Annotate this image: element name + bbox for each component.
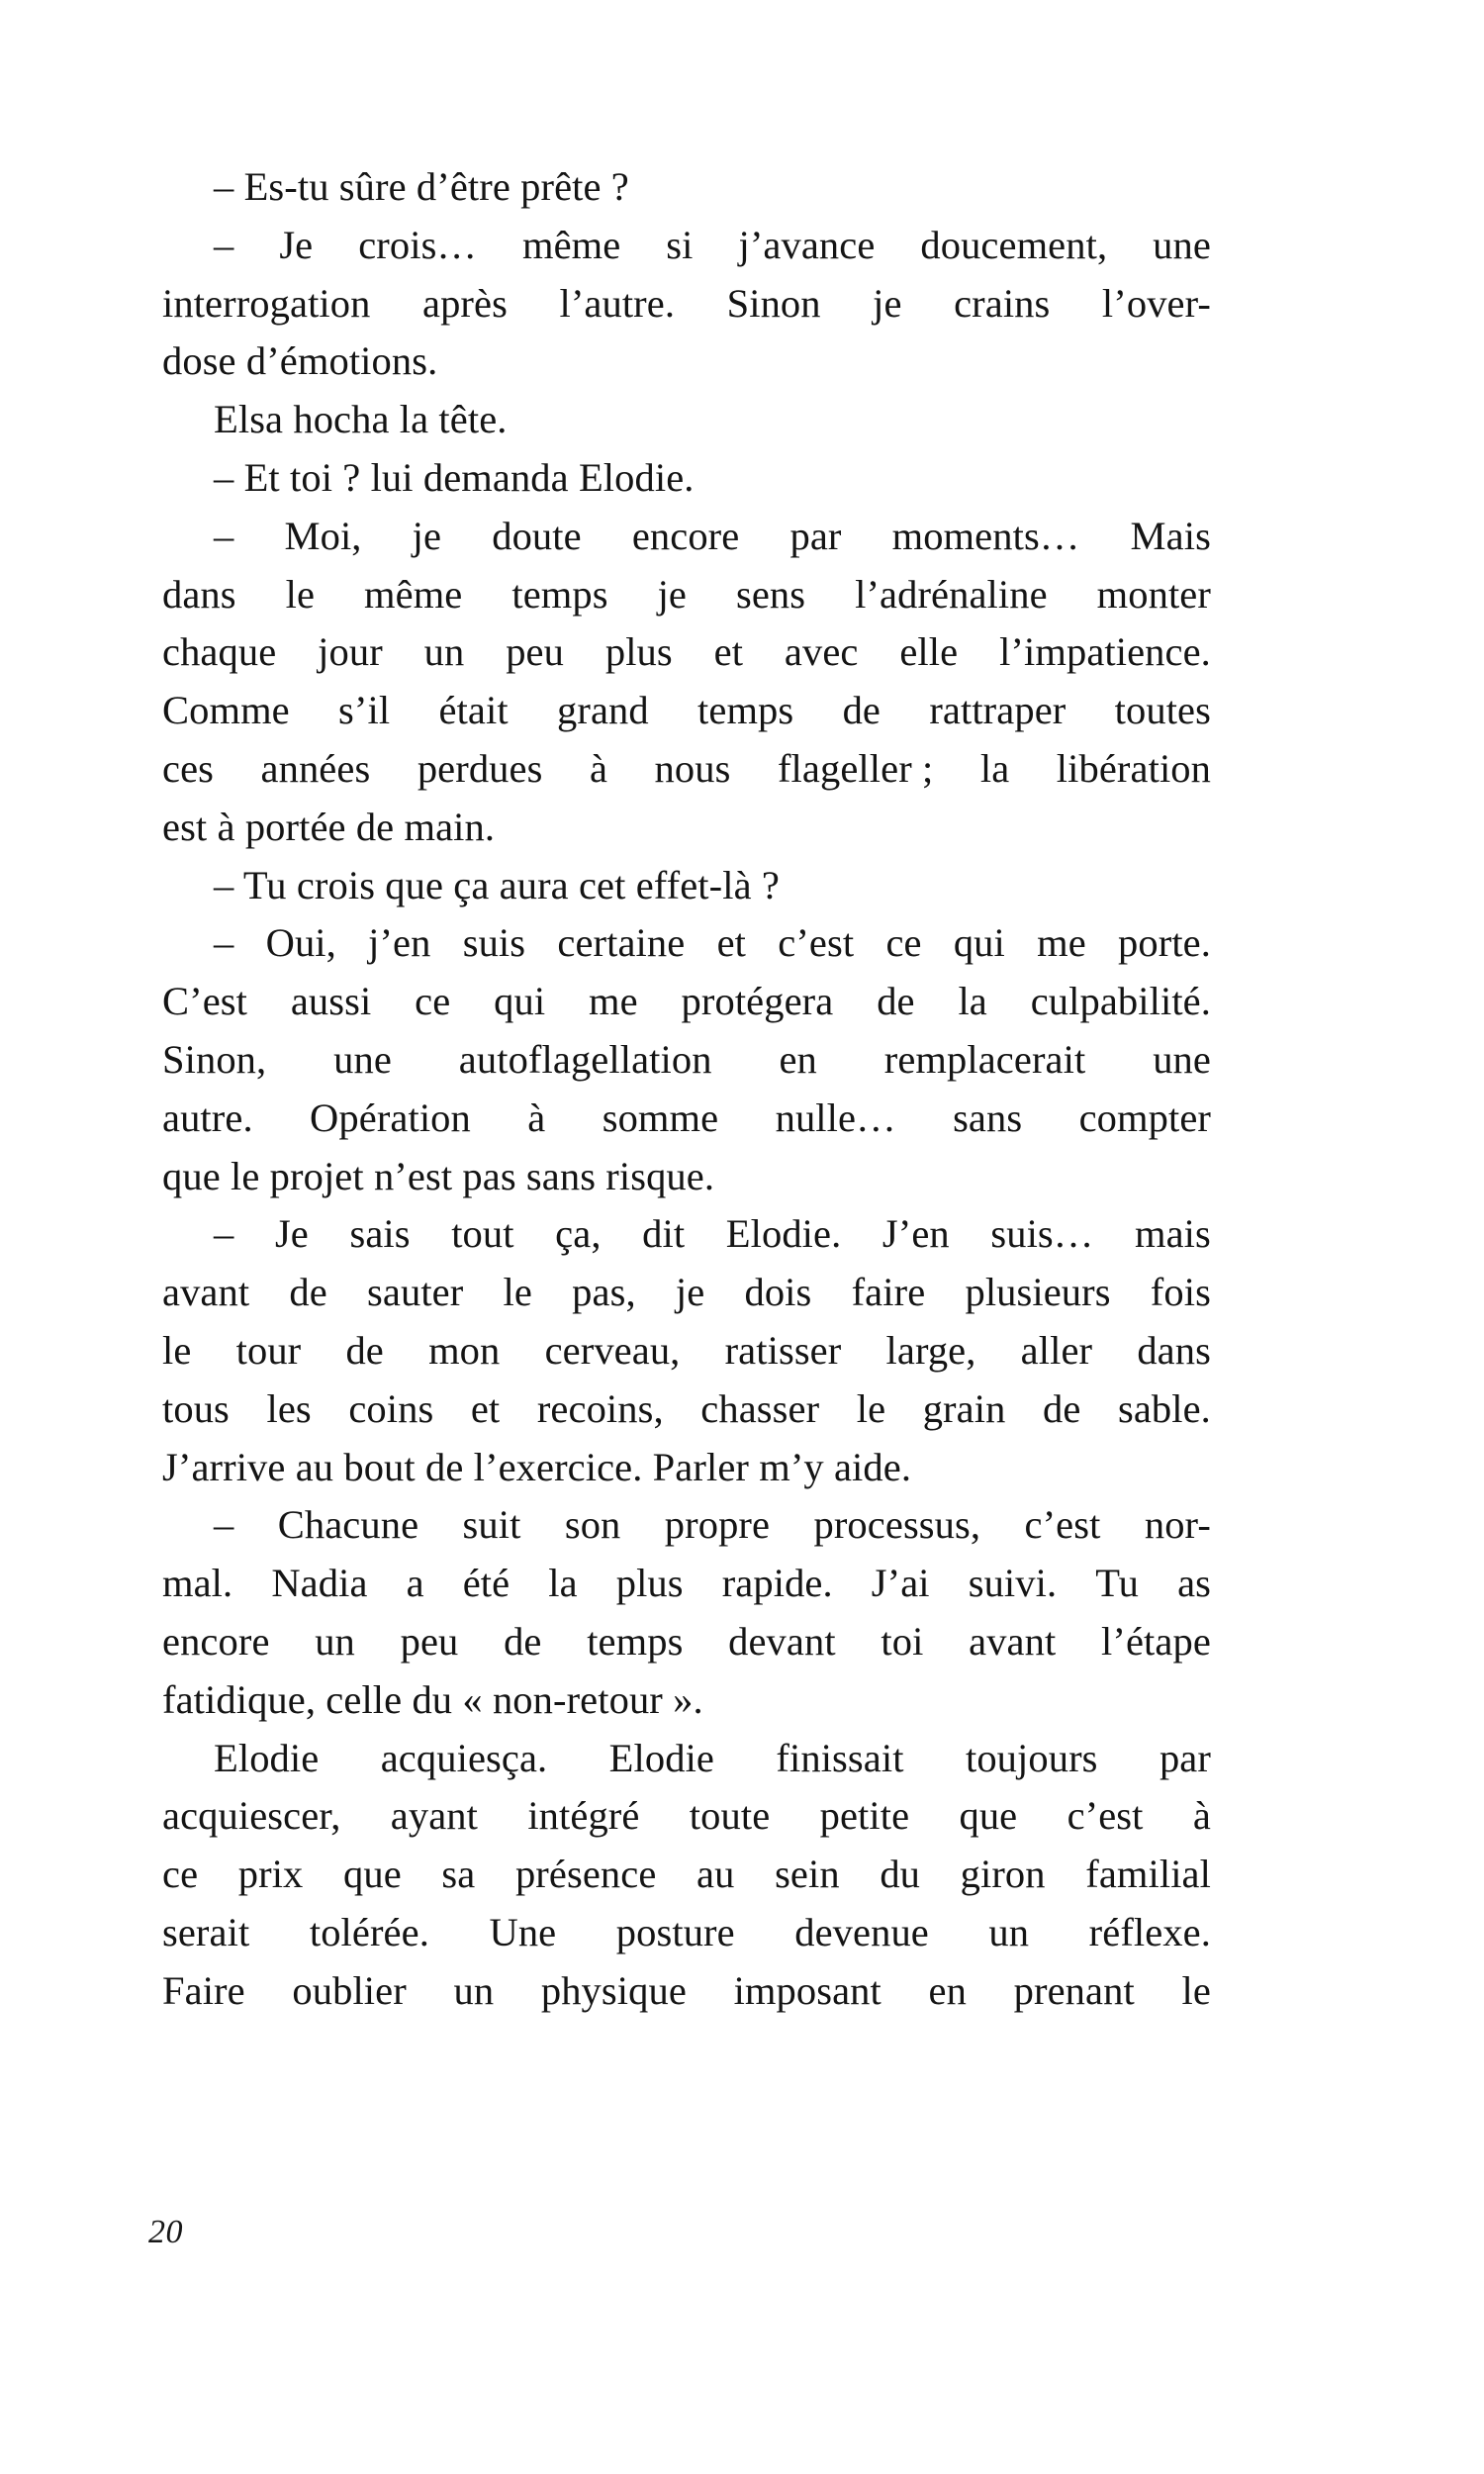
text-word: aller — [1020, 1327, 1093, 1373]
text-word: prix — [237, 1852, 304, 1897]
text-word: même — [364, 571, 463, 617]
text-word: l’over- — [1101, 280, 1211, 326]
text-word: et — [716, 920, 747, 966]
text-word: ratisser — [724, 1327, 842, 1373]
text-word: physique — [540, 1967, 687, 2013]
text-word: sans — [953, 1094, 1023, 1140]
text-word: culpabilité. — [1030, 979, 1211, 1024]
text-word: de — [345, 1327, 384, 1373]
text-line — [162, 1787, 1211, 1846]
text-line: – Es-tu sûre d’être prête ? — [214, 164, 629, 209]
text-word: Je — [279, 222, 314, 267]
text-line — [162, 566, 1211, 624]
text-word: tout — [451, 1211, 514, 1257]
text-word: ayant — [390, 1793, 479, 1839]
text-word: fois — [1150, 1270, 1211, 1315]
text-word: de — [504, 1618, 542, 1664]
text-word: aussi — [290, 979, 372, 1024]
text-word: – — [214, 1211, 234, 1257]
text-word: chasser — [700, 1385, 820, 1431]
text-word: Je — [274, 1211, 309, 1257]
text-word: – — [214, 513, 234, 558]
text-word: libération — [1056, 745, 1211, 791]
page-number: 20 — [148, 2214, 183, 2250]
text-word: crains — [954, 280, 1051, 326]
text-word: le — [162, 1327, 192, 1373]
text-word: toujours — [965, 1735, 1098, 1780]
text-word: J’ai — [871, 1561, 930, 1606]
text-word: le — [856, 1385, 886, 1431]
text-word: J’en — [881, 1211, 950, 1257]
text-word: ce — [415, 979, 451, 1024]
text-word: avant — [162, 1270, 250, 1315]
text-word: peu — [400, 1618, 459, 1664]
text-word: nulle… — [775, 1094, 896, 1140]
text-word: années — [260, 745, 371, 791]
text-word: les — [266, 1385, 312, 1431]
text-word: c’est — [778, 920, 855, 966]
text-word: dans — [162, 571, 236, 617]
text-word: crois… — [358, 222, 478, 267]
text-word: sa — [441, 1852, 476, 1897]
text-word: mon — [428, 1327, 501, 1373]
text-word: que — [959, 1793, 1018, 1839]
text-word: suit — [462, 1502, 521, 1548]
text-word: propre — [664, 1502, 771, 1548]
text-word: qui — [494, 979, 546, 1024]
text-line — [162, 740, 1211, 799]
text-word: giron — [960, 1852, 1046, 1897]
text-word: plusieurs — [965, 1270, 1111, 1315]
text-word: Mais — [1130, 513, 1211, 558]
text-word: ce — [885, 920, 922, 966]
text-word: certaine — [557, 920, 686, 966]
text-word: à — [527, 1094, 546, 1140]
text-line — [162, 1555, 1211, 1613]
text-word: – — [214, 920, 234, 966]
text-word: l’étape — [1101, 1618, 1211, 1664]
text-word: doucement, — [920, 222, 1108, 267]
text-line — [162, 1962, 1211, 2021]
text-word: suis — [462, 920, 526, 966]
text-word: présence — [514, 1852, 657, 1897]
text-word: une — [1153, 1036, 1211, 1082]
text-word: une — [333, 1036, 392, 1082]
text-word: la — [979, 745, 1010, 791]
text-word: un — [453, 1967, 495, 2013]
text-word: par — [1159, 1735, 1211, 1780]
text-word: somme — [602, 1094, 719, 1140]
text-word: prenant — [1013, 1967, 1135, 2013]
text-word: tous — [162, 1385, 230, 1431]
text-line: fatidique, celle du « non-retour ». — [162, 1676, 703, 1722]
text-line — [162, 1730, 1211, 1788]
text-word: s’il — [338, 688, 391, 733]
text-word: la — [958, 979, 987, 1024]
text-word: me — [1037, 920, 1086, 966]
text-word: nor- — [1144, 1502, 1211, 1548]
text-word: perdues — [417, 745, 543, 791]
text-word: acquiescer, — [162, 1793, 341, 1839]
text-word: c’est — [1024, 1502, 1101, 1548]
text-word: sais — [349, 1211, 411, 1257]
text-word: le — [1181, 1967, 1211, 2013]
text-line: J’arrive au bout de l’exercice. Parler m’y aide. — [162, 1444, 912, 1489]
text-line — [162, 1264, 1211, 1322]
text-word: était — [438, 688, 509, 733]
text-word: finissait — [776, 1735, 904, 1780]
text-word: monter — [1096, 571, 1211, 617]
text-word: rapide. — [721, 1561, 833, 1606]
text-word: grain — [922, 1385, 1006, 1431]
text-word: temps — [697, 688, 794, 733]
text-word: Chacune — [277, 1502, 419, 1548]
text-word: le — [503, 1270, 532, 1315]
text-word: j’avance — [738, 222, 876, 267]
text-word: à — [589, 745, 608, 791]
text-word: recoins, — [536, 1385, 664, 1431]
text-word: je — [675, 1270, 705, 1315]
text-word: Oui, — [265, 920, 336, 966]
text-word: dit — [642, 1211, 686, 1257]
text-word: tour — [235, 1327, 302, 1373]
text-line — [162, 508, 1211, 566]
text-word: suivi. — [968, 1561, 1058, 1606]
text-word: un — [315, 1618, 355, 1664]
text-word: me — [589, 979, 638, 1024]
text-word: Comme — [162, 688, 290, 733]
text-word: l’adrénaline — [855, 571, 1048, 617]
text-line — [162, 275, 1211, 333]
text-word: coins — [348, 1385, 434, 1431]
text-line: dose d’émotions. — [162, 338, 438, 384]
text-word: Elodie — [214, 1735, 320, 1780]
text-line — [162, 914, 1211, 973]
text-word: toi — [881, 1618, 924, 1664]
text-word: par — [789, 513, 842, 558]
text-word: temps — [587, 1618, 684, 1664]
text-word: moments… — [891, 513, 1080, 558]
page-body-text — [162, 158, 1211, 2021]
text-word: de — [1042, 1385, 1081, 1431]
text-word: suis… — [990, 1211, 1094, 1257]
text-word: été — [462, 1561, 510, 1606]
text-line — [162, 217, 1211, 275]
text-line — [162, 1090, 1211, 1148]
text-word: et — [470, 1385, 501, 1431]
text-word: l’autre. — [559, 280, 676, 326]
text-word: en — [928, 1967, 967, 2013]
text-word: sauter — [367, 1270, 464, 1315]
text-word: Une — [489, 1909, 557, 1954]
text-word: après — [422, 280, 508, 326]
text-word: familial — [1085, 1852, 1211, 1897]
text-word: chaque — [162, 629, 277, 675]
text-line — [162, 1031, 1211, 1090]
text-line: que le projet n’est pas sans risque. — [162, 1153, 715, 1198]
text-word: je — [873, 280, 902, 326]
text-word: si — [666, 222, 694, 267]
text-word: sein — [775, 1852, 840, 1897]
text-word: réflexe. — [1088, 1909, 1211, 1954]
text-word: Sinon, — [162, 1036, 267, 1082]
text-word: faire — [851, 1270, 926, 1315]
text-word: ces — [162, 745, 215, 791]
text-word: je — [412, 513, 442, 558]
text-word: sens — [735, 571, 806, 617]
text-word: Elodie. — [725, 1211, 842, 1257]
text-word: toute — [689, 1793, 771, 1839]
text-line — [162, 1613, 1211, 1671]
text-word: l’impatience. — [999, 629, 1211, 675]
text-word: que — [343, 1852, 402, 1897]
text-word: j’en — [368, 920, 431, 966]
text-line — [162, 623, 1211, 682]
text-word: qui — [953, 920, 1005, 966]
text-word: au — [696, 1852, 735, 1897]
text-word: – — [214, 1502, 234, 1548]
text-word: et — [713, 629, 744, 675]
text-word: intégré — [527, 1793, 640, 1839]
text-word: a — [406, 1561, 424, 1606]
text-word: jour — [318, 629, 383, 675]
text-word: encore — [162, 1618, 270, 1664]
text-word: flageller ; — [777, 745, 934, 791]
text-word: le — [285, 571, 316, 617]
text-word: rattraper — [929, 688, 1067, 733]
text-word: – — [214, 222, 234, 267]
text-word: la — [548, 1561, 578, 1606]
text-word: as — [1177, 1561, 1211, 1606]
text-word: dois — [744, 1270, 812, 1315]
text-word: Opération — [310, 1094, 471, 1140]
text-word: Tu — [1095, 1561, 1140, 1606]
text-word: peu — [506, 629, 564, 675]
text-word: grand — [557, 688, 649, 733]
text-word: autoflagellation — [458, 1036, 712, 1082]
text-word: dans — [1137, 1327, 1211, 1373]
text-word: à — [1192, 1793, 1211, 1839]
text-word: mais — [1134, 1211, 1211, 1257]
text-word: Moi, — [284, 513, 362, 558]
text-word: ça, — [555, 1211, 602, 1257]
text-word: plus — [615, 1561, 684, 1606]
text-word: de — [289, 1270, 327, 1315]
text-line: – Et toi ? lui demanda Elodie. — [214, 454, 695, 500]
text-word: large, — [885, 1327, 976, 1373]
text-word: même — [521, 222, 621, 267]
text-word: Sinon — [726, 280, 821, 326]
text-word: en — [779, 1036, 817, 1082]
text-word: petite — [819, 1793, 910, 1839]
text-word: autre. — [162, 1094, 253, 1140]
text-word: encore — [631, 513, 740, 558]
text-word: sable. — [1117, 1385, 1211, 1431]
text-word: devant — [728, 1618, 836, 1664]
text-word: processus, — [813, 1502, 981, 1548]
text-word: porte. — [1118, 920, 1211, 966]
text-word: nous — [654, 745, 731, 791]
text-word: protégera — [681, 979, 834, 1024]
text-word: remplacerait — [883, 1036, 1086, 1082]
text-word: serait — [162, 1909, 250, 1954]
text-word: de — [877, 979, 915, 1024]
text-word: Elodie — [608, 1735, 714, 1780]
text-word: temps — [511, 571, 608, 617]
text-word: posture — [615, 1909, 735, 1954]
text-word: son — [564, 1502, 621, 1548]
text-word: imposant — [733, 1967, 881, 2013]
text-line — [162, 1380, 1211, 1439]
text-word: ce — [162, 1852, 199, 1897]
text-line — [162, 1846, 1211, 1904]
text-word: pas, — [572, 1270, 636, 1315]
text-word: interrogation — [162, 280, 371, 326]
text-word: de — [842, 688, 881, 733]
text-line: est à portée de main. — [162, 804, 496, 849]
text-word: mal. — [162, 1561, 233, 1606]
text-word: Faire — [162, 1967, 245, 2013]
text-word: avec — [784, 629, 859, 675]
text-word: plus — [604, 629, 673, 675]
text-line — [162, 1322, 1211, 1380]
text-word: toutes — [1114, 688, 1211, 733]
text-line — [162, 1904, 1211, 1962]
text-word: devenue — [794, 1909, 929, 1954]
text-word: doute — [492, 513, 582, 558]
text-word: un — [423, 629, 465, 675]
text-word: avant — [969, 1618, 1057, 1664]
text-word: une — [1153, 222, 1211, 267]
text-word: du — [880, 1852, 921, 1897]
text-word: compter — [1078, 1094, 1211, 1140]
text-word: Nadia — [271, 1561, 368, 1606]
text-word: c’est — [1067, 1793, 1144, 1839]
text-word: tolérée. — [309, 1909, 429, 1954]
text-word: cerveau, — [544, 1327, 681, 1373]
text-word: C’est — [162, 979, 247, 1024]
text-word: oublier — [292, 1967, 407, 2013]
text-line — [162, 1205, 1211, 1264]
text-line — [162, 682, 1211, 740]
text-line: Elsa hocha la tête. — [214, 397, 508, 442]
text-word: un — [988, 1909, 1030, 1954]
text-line — [162, 973, 1211, 1031]
text-line — [162, 1496, 1211, 1555]
text-word: acquiesça. — [380, 1735, 548, 1780]
text-line: – Tu crois que ça aura cet effet-là ? — [214, 862, 780, 907]
text-word: je — [657, 571, 687, 617]
text-word: elle — [899, 629, 959, 675]
